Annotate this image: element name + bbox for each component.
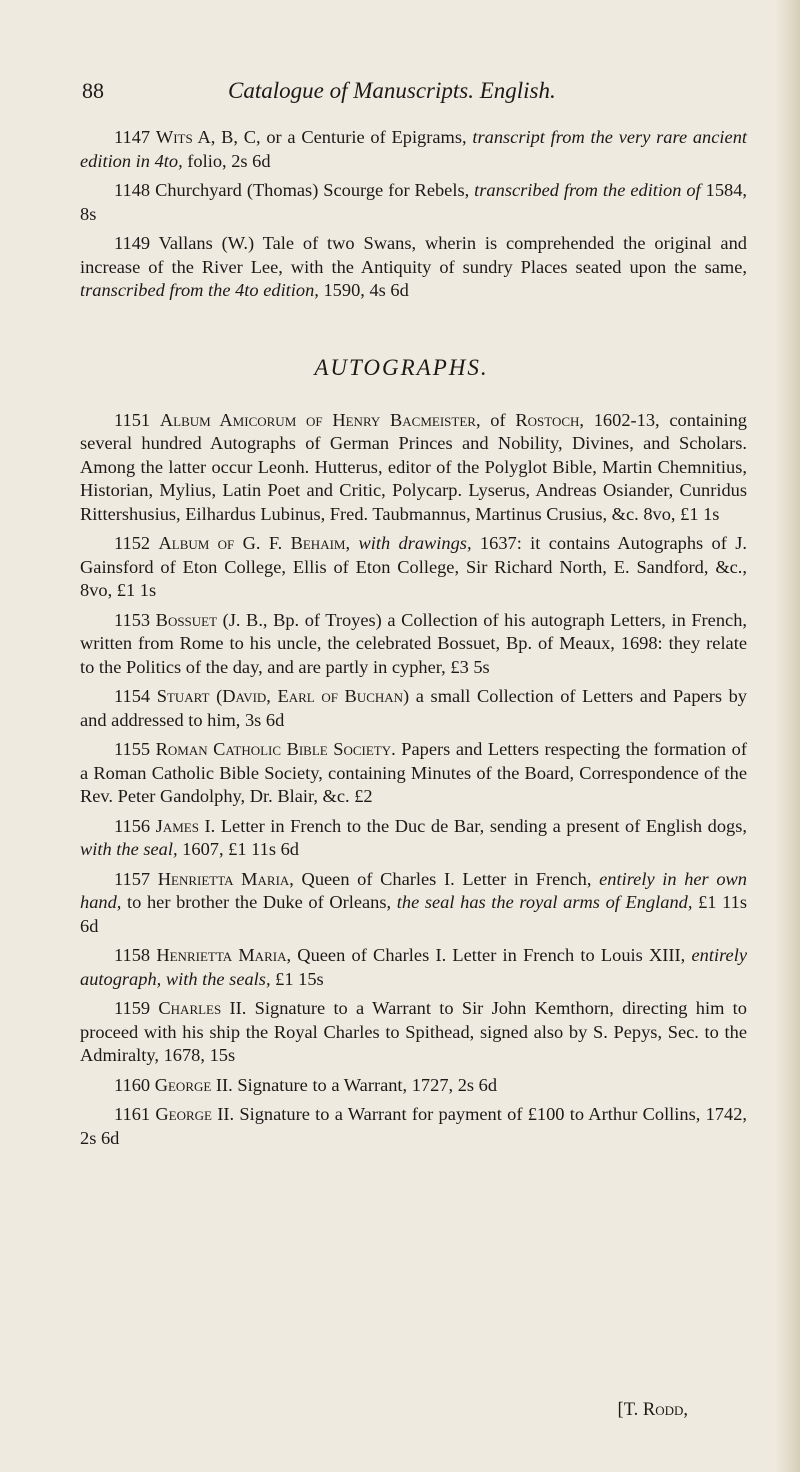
entry-name: James I. — [155, 815, 216, 836]
entry-number: 1158 — [114, 945, 157, 965]
entry-name: Album of G. F. Behaim, — [158, 533, 351, 553]
catalogue-entry — [80, 1074, 747, 1098]
section-heading: AUTOGRAPHS. — [314, 354, 489, 380]
catalogue-entry — [80, 409, 747, 527]
entries-after — [80, 409, 747, 1151]
entry-italic-text: entirely autograph, with the seals, — [80, 945, 747, 989]
entries-before — [80, 126, 747, 303]
entry-text: 1637: it contains Autographs of J. Gainsford of Eton College, Ellis of Eton College, Sir Richard North, E. Sandford, &c., 8vo, £1 1s — [80, 533, 747, 600]
entry-name: Charles II. — [158, 998, 247, 1018]
entry-name: Roman Catholic Bible Society. — [155, 739, 396, 759]
entry-number: 1153 — [114, 609, 156, 630]
entry-text: 1590, 4s 6d — [318, 280, 409, 300]
page-edge-shadow — [774, 0, 800, 1472]
entry-name: George II. — [154, 1074, 233, 1095]
entry-italic-text: with drawings, — [358, 533, 472, 553]
page-content — [80, 126, 747, 1156]
entry-number: 1157 — [114, 868, 158, 889]
entry-text: of — [480, 409, 516, 430]
catalogue-entry — [80, 179, 747, 226]
entry-name: Bossuet — [155, 609, 218, 630]
catalogue-entry — [80, 738, 747, 809]
entry-number: 1160 — [114, 1074, 155, 1095]
entry-text: £1 11s 6d — [80, 892, 747, 936]
catalogue-entry — [80, 868, 747, 939]
catalogue-entry — [80, 685, 747, 732]
catchword: [T. Rodd, — [617, 1400, 688, 1420]
entry-italic-text: with the seal, — [80, 839, 178, 859]
catalogue-entry — [80, 532, 747, 603]
entry-name: Stuart (David, Earl of Buchan) — [156, 686, 410, 706]
entry-italic-text: transcript from the very rare ancient edition in 4to, — [80, 127, 747, 171]
entry-italic-text: the seal has the royal arms of England, — [396, 892, 693, 912]
entry-number: 1149 — [114, 233, 159, 253]
running-title: Catalogue of Manuscripts. English. — [228, 78, 556, 103]
entry-number: 1155 — [114, 739, 156, 759]
entry-text: Signature to a Warrant for payment of £100 to Arthur Collins, 1742, 2s 6d — [80, 1104, 747, 1148]
entry-name: Wits — [155, 127, 193, 147]
entry-number: 1151 — [114, 409, 160, 430]
entry-text: Signature to a Warrant, 1727, 2s 6d — [232, 1074, 498, 1095]
entry-name: George II. — [155, 1104, 235, 1124]
entry-text: A, B, C, or a Centurie of Epigrams, — [192, 127, 473, 147]
entry-number: 1159 — [114, 998, 159, 1018]
page-header — [82, 78, 742, 110]
entry-number: 1147 — [114, 127, 156, 147]
entry-italic-text: entirely in her own hand, — [80, 868, 748, 912]
entry-name: Album Amicorum of Henry Bacmeister, — [159, 409, 481, 430]
entry-italic-text: transcribed from the 4to edition, — [80, 280, 319, 300]
entry-text: 1607, £1 11s 6d — [177, 839, 299, 859]
catalogue-entry — [80, 944, 747, 991]
entry-text: Churchyard (Thomas) Scourge for Rebels, — [155, 180, 475, 200]
entry-text: Letter in French to the Duc de Bar, sending a present of English dogs, — [215, 815, 747, 836]
catalogue-entry — [80, 1103, 747, 1150]
entry-text: (J. B., Bp. of Troyes) a Collection of his autograph Letters, in French, written from Rome to his uncle, the celebrated Bossuet, Bp. of Meaux, 1698: they relate to the Politics of the day, and are partly in cypher, £3 5s — [80, 609, 747, 677]
entry-number: 1156 — [114, 815, 156, 836]
entry-number: 1152 — [114, 533, 159, 553]
entry-text: £1 15s — [270, 968, 324, 989]
entry-name: Henrietta Maria, — [156, 945, 292, 965]
entry-text: to her brother the Duke of Orleans, — [121, 892, 397, 912]
entry-italic-text: transcribed from the edition of — [474, 180, 701, 200]
catalogue-entry — [80, 997, 747, 1068]
entry-name: Henrietta Maria, — [157, 868, 294, 889]
entry-number: 1154 — [114, 686, 157, 706]
entry-text: Signature to a Warrant to Sir John Kemthorn, directing him to proceed with his ship the Royal Charles to Spithead, signed also by S. Pepys, Sec. to the Admiralty, 1678, 15s — [80, 998, 747, 1065]
entry-number: 1148 — [114, 180, 156, 200]
entry-number: 1161 — [114, 1104, 156, 1124]
entry-text: a small Collection of Letters and Papers by and addressed to him, 3s 6d — [80, 686, 747, 730]
entry-text: Papers and Letters respecting the formation of a Roman Catholic Bible Society, containing Minutes of the Board, Correspondence of the Rev. Peter Gandolphy, Dr. Blair, &c. £2 — [80, 739, 747, 806]
entry-text: 1584, 8s — [80, 180, 748, 224]
catalogue-entry — [80, 815, 747, 862]
entry-text: Vallans (W.) Tale of two Swans, wherin is comprehended the original and increase of the River Lee, with the Antiquity of sundry Places seated upon the same, — [80, 233, 747, 277]
page-number: 88 — [82, 78, 104, 103]
entry-text: folio, 2s 6d — [182, 150, 271, 171]
entry-name: Rostoch, — [515, 409, 584, 430]
entry-text: 1602-13, containing several hundred Autographs of German Princes and Nobility, Divines, and Scholars. Among the latter occur Leonh. Hutterus, editor of the Polyglot Bible, Martin Chemnitius, Historian, Mylius, Latin Poet and Critic, Polycarp. Lyserus, Andreas Osiander, Cunridus Rittershusius, Eilhardus Lubinus, Fred. Taubmannus, Martinus Crusius, &c. 8vo, £1 1s — [80, 409, 747, 524]
catalogue-entry — [80, 126, 747, 173]
entry-text: Queen of Charles I. Letter in French to Louis XIII, — [291, 945, 692, 965]
catalogue-entry — [80, 609, 747, 680]
catalogue-entry — [80, 232, 747, 303]
entry-text: Queen of Charles I. Letter in French, — [293, 868, 600, 889]
